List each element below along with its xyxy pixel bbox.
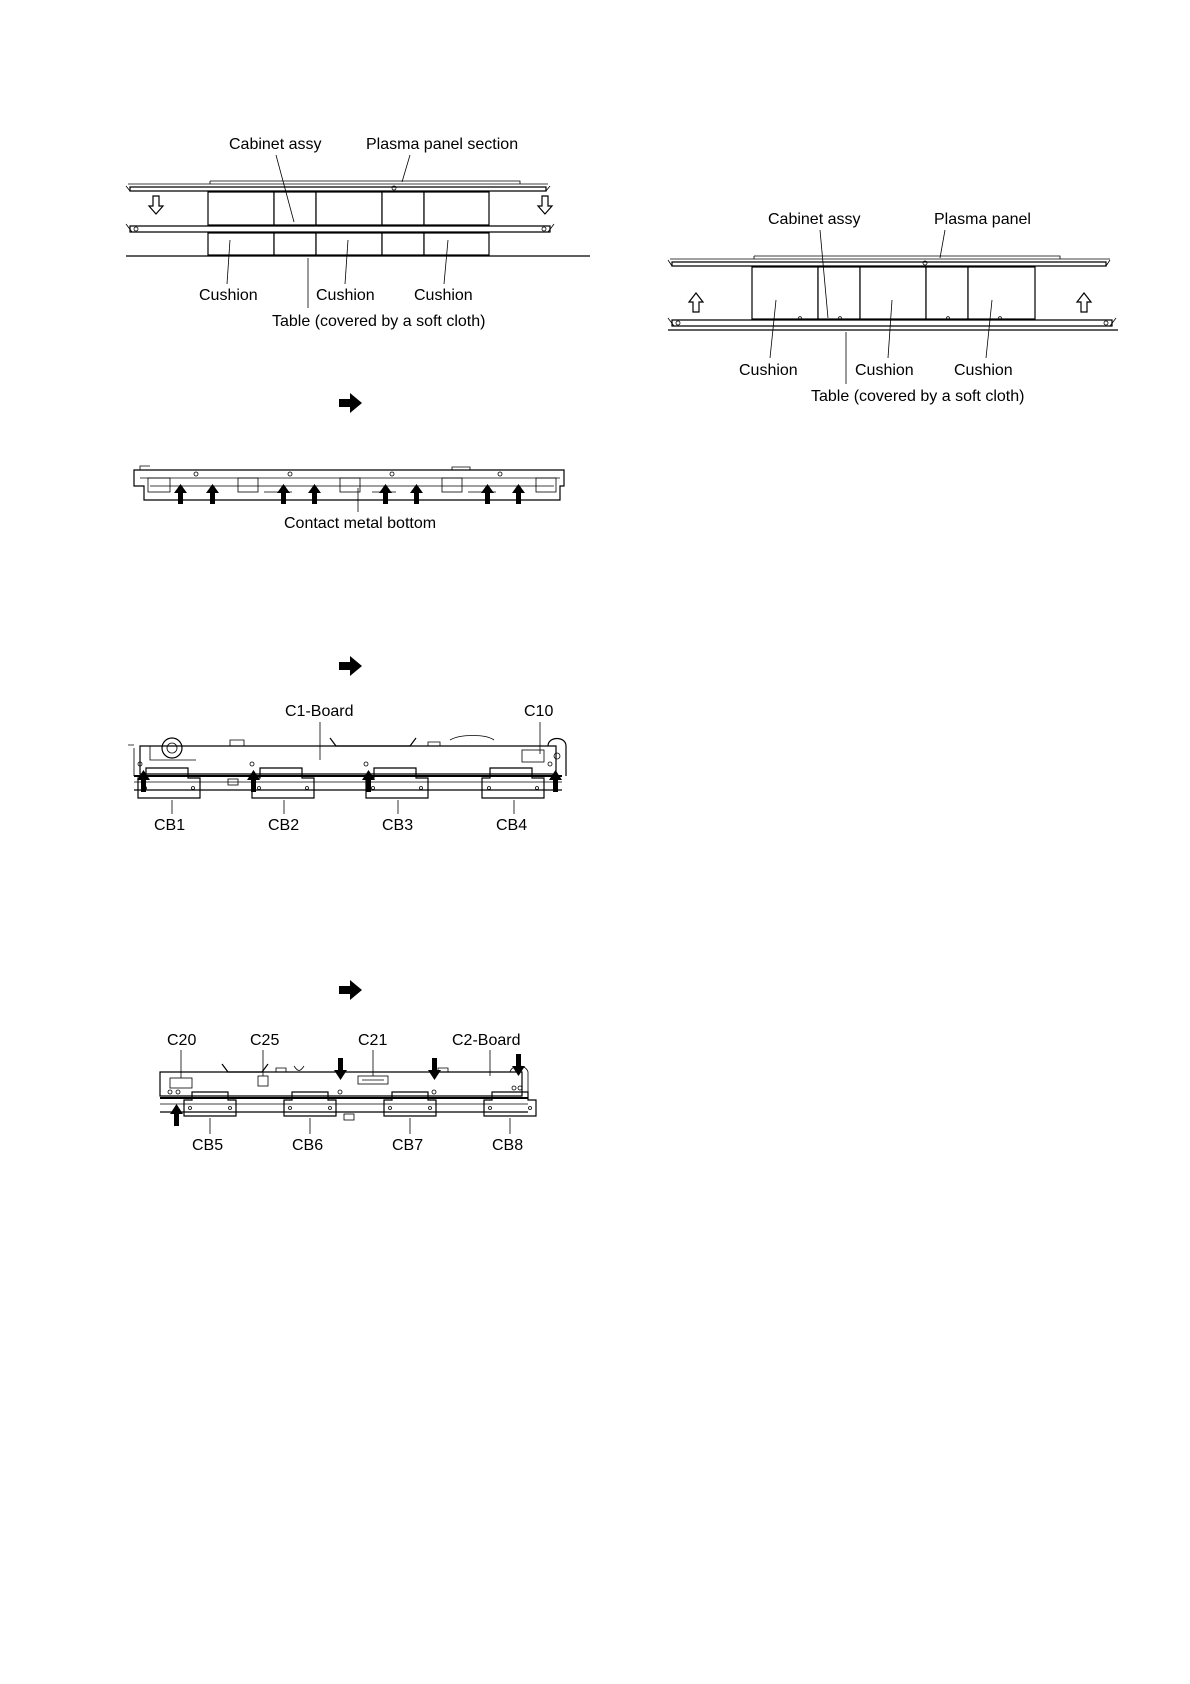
up-arrow-icon	[410, 484, 423, 504]
up-arrow-icon	[170, 1104, 183, 1126]
down-arrow-icon	[512, 1054, 525, 1076]
up-arrow-icon	[379, 484, 392, 504]
up-arrow-icon	[308, 484, 321, 504]
label-contact-metal-bottom: Contact metal bottom	[284, 515, 437, 532]
connector-brackets	[138, 768, 544, 798]
right-arrow-icon	[339, 980, 362, 1000]
label-cabinet-assy: Cabinet assy	[229, 136, 322, 153]
label-cushion: Cushion	[855, 362, 914, 379]
hollow-up-arrow-icon	[1077, 293, 1091, 312]
label-c1-board: C1-Board	[285, 703, 354, 720]
label-cb1: CB1	[154, 817, 186, 834]
up-arrow-icon	[277, 484, 290, 504]
hollow-up-arrow-icon	[689, 293, 703, 312]
up-arrow-icon	[137, 770, 150, 792]
plasma-panel-section	[126, 181, 550, 191]
down-arrow-icon	[334, 1058, 347, 1080]
label-plasma-panel-section: Plasma panel section	[366, 136, 519, 153]
label-cushion: Cushion	[316, 287, 375, 304]
up-arrow-icon	[362, 770, 375, 792]
hollow-down-arrow-icon	[149, 196, 163, 214]
figure-panel-on-cushions-raising	[668, 211, 1118, 405]
label-table: Table (covered by a soft cloth)	[811, 388, 1025, 405]
figure-c2-board	[160, 1032, 536, 1154]
label-cb8: CB8	[492, 1137, 524, 1154]
up-arrow-icon	[549, 770, 562, 792]
label-cushion: Cushion	[199, 287, 258, 304]
figure-panel-on-cushions-lowering	[126, 136, 590, 330]
up-arrow-icon	[512, 484, 525, 504]
hollow-down-arrow-icon	[538, 196, 552, 214]
label-c20: C20	[167, 1032, 197, 1049]
label-cb5: CB5	[192, 1137, 224, 1154]
label-cushion: Cushion	[954, 362, 1013, 379]
up-arrow-icon	[481, 484, 494, 504]
up-arrow-icon	[206, 484, 219, 504]
label-c10: C10	[524, 703, 554, 720]
right-arrow-icon	[339, 393, 362, 413]
label-cb7: CB7	[392, 1137, 424, 1154]
label-cb6: CB6	[292, 1137, 324, 1154]
label-cushion: Cushion	[739, 362, 798, 379]
label-cb4: CB4	[496, 817, 528, 834]
figure-c1-board	[128, 703, 566, 834]
upper-cushions	[208, 192, 489, 225]
label-plasma-panel: Plasma panel	[934, 211, 1031, 228]
label-cushion: Cushion	[414, 287, 473, 304]
cushions	[752, 267, 1035, 319]
label-cb2: CB2	[268, 817, 300, 834]
label-table: Table (covered by a soft cloth)	[272, 313, 486, 330]
down-arrow-icon	[428, 1058, 441, 1080]
right-arrow-icon	[339, 656, 362, 676]
label-cb3: CB3	[382, 817, 414, 834]
label-c2-board: C2-Board	[452, 1032, 521, 1049]
figure-contact-metal-bottom	[134, 466, 564, 532]
label-c25: C25	[250, 1032, 280, 1049]
label-cabinet-assy: Cabinet assy	[768, 211, 861, 228]
up-arrow-icon	[174, 484, 187, 504]
plasma-panel	[668, 256, 1110, 266]
label-c21: C21	[358, 1032, 388, 1049]
